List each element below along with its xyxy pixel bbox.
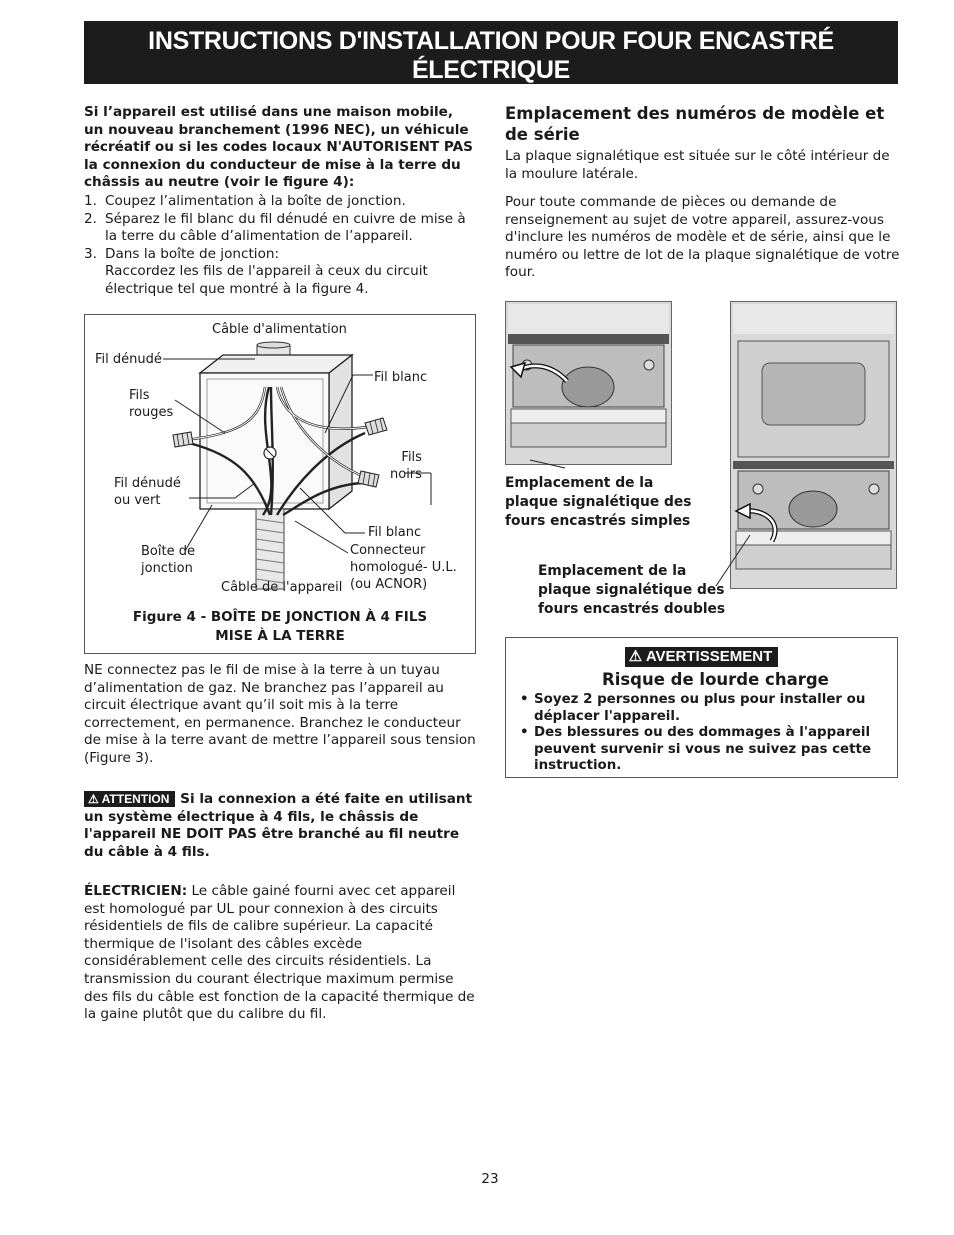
warning-triangle-icon: ⚠: [628, 648, 643, 665]
label-connecteur: Connecteur homologué- U.L. (ou ACNOR): [350, 543, 457, 592]
label-cable-alimentation: Câble d'alimentation: [212, 322, 347, 337]
step-item: [84, 246, 476, 299]
page-subtitle: (Combiné à une table de cuisson électrique ou à gaz (en option)): [252, 87, 730, 102]
figure-caption: [85, 608, 475, 646]
section-heading: Emplacement des numéros de modèle et de série: [505, 104, 885, 144]
page-number: 23: [481, 1171, 499, 1187]
attention-badge-label: ATTENTION: [101, 792, 170, 806]
attention-badge: [84, 791, 175, 807]
figure-caption-line2: MISE À LA TERRE: [215, 628, 345, 644]
nameplate-paragraph: La plaque signalétique est située sur le côté intérieur de la moulure latérale.: [505, 148, 890, 182]
page-title: INSTRUCTIONS D'INSTALLATION POUR FOUR ENCASTRÉ ÉLECTRIQUE: [148, 27, 834, 84]
label-fil-denude: Fil dénudé: [95, 352, 162, 367]
page-header: [84, 21, 898, 102]
warning-badge: [625, 647, 778, 667]
warning-list: [520, 692, 880, 775]
step-text: Coupez l’alimentation à la boîte de jonction.: [105, 193, 406, 209]
attention-paragraph: [84, 791, 476, 861]
step-number: 2.: [84, 210, 97, 227]
step-item: [84, 211, 476, 246]
label-double-oven-plate: Emplacement de la plaque signalétique des fours encastrés doubles: [538, 563, 726, 617]
label-fils-noirs: Fils noirs: [390, 450, 422, 482]
label-fil-blanc-top: Fil blanc: [374, 370, 428, 385]
warning-badge-label: AVERTISSEMENT: [645, 648, 773, 665]
warning-item: • Des blessures ou des dommages à l'appareil peuvent survenir si vous ne suivez pas cette instruction.: [520, 725, 880, 775]
step-item: [84, 193, 476, 211]
warning-title: Risque de lourde charge: [602, 670, 829, 689]
step-number: 1.: [84, 193, 97, 209]
label-fil-denude-vert: Fil dénudé ou vert: [114, 476, 181, 508]
step-number: 3.: [84, 245, 97, 262]
parts-paragraph: Pour toute commande de pièces ou demande de renseignement au sujet de votre appareil, assurez-vous d'inclure les numéros de modèle et de série, ainsi que le numéro ou lettre de lot de la plaque signalétique de votre four.: [505, 194, 900, 281]
label-single-oven-plate: Emplacement de la plaque signalétique des fours encastrés simples: [505, 475, 692, 529]
warning-box: [505, 637, 898, 778]
warning-triangle-icon: ⚠: [88, 792, 99, 806]
label-boite-jonction: Boîte de jonction: [141, 544, 195, 576]
figure-caption-line1: Figure 4 - BOÎTE DE JONCTION À 4 FILS: [132, 609, 428, 625]
warning-item: • Soyez 2 personnes ou plus pour installer ou déplacer l'appareil.: [520, 692, 880, 725]
label-fils-rouges: Fils rouges: [129, 388, 174, 420]
steps-list: [84, 193, 476, 299]
label-cable-appareil: Câble de l'appareil: [221, 580, 343, 595]
label-fil-blanc-bottom: Fil blanc: [368, 525, 422, 540]
intro-paragraph: Si l’appareil est utilisé dans une maison mobile, un nouveau branchement (1996 NEC), un véhicule récréatif ou si les codes locaux N'AUTORISENT PAS la connexion du conducteur de mise à la terre du châssis au neutre (voir le figure 4):: [84, 104, 473, 191]
step-subtext: Raccordez les fils de l'appareil à ceux du circuit électrique tel que montré à la figure 4.: [105, 263, 428, 297]
warning-badge-row: [506, 646, 897, 667]
step-text: Séparez le fil blanc du fil dénudé en cuivre de mise à la terre du câble d’alimentation de l’appareil.: [105, 210, 466, 245]
attention-text: Si la connexion a été faite en utilisant un système électrique à 4 fils, le châssis de l'appareil NE DOIT PAS être branché au fil neutre du câble à 4 fils.: [84, 791, 473, 860]
step-text: Dans la boîte de jonction:: [105, 245, 280, 262]
electricien-paragraph: [84, 883, 476, 1024]
ground-paragraph: NE connectez pas le fil de mise à la terre à un tuyau d’alimentation de gaz. Ne branchez pas l’appareil au circuit électrique avant qu’il soit mis à la terre correctement, en permanence. Branchez le conducteur de mise à la terre avant de mettre l’appareil sous tension (Figure 3).: [84, 662, 476, 766]
electricien-text: Le câble gainé fourni avec cet appareil est homologué par UL pour connexion à des circuits résidentiels de fils de calibre supérieur. La capacité thermique de l'isolant des câbles excède considérablement celle des circuits résidentiels. La transmission du courant électrique maximum permise des fils du câble est fonction de la capacité thermique de la gaine plutôt que du calibre du fil.: [84, 883, 475, 1023]
figure-junction-box: [84, 314, 476, 654]
electricien-label: ÉLECTRICIEN:: [84, 883, 188, 899]
